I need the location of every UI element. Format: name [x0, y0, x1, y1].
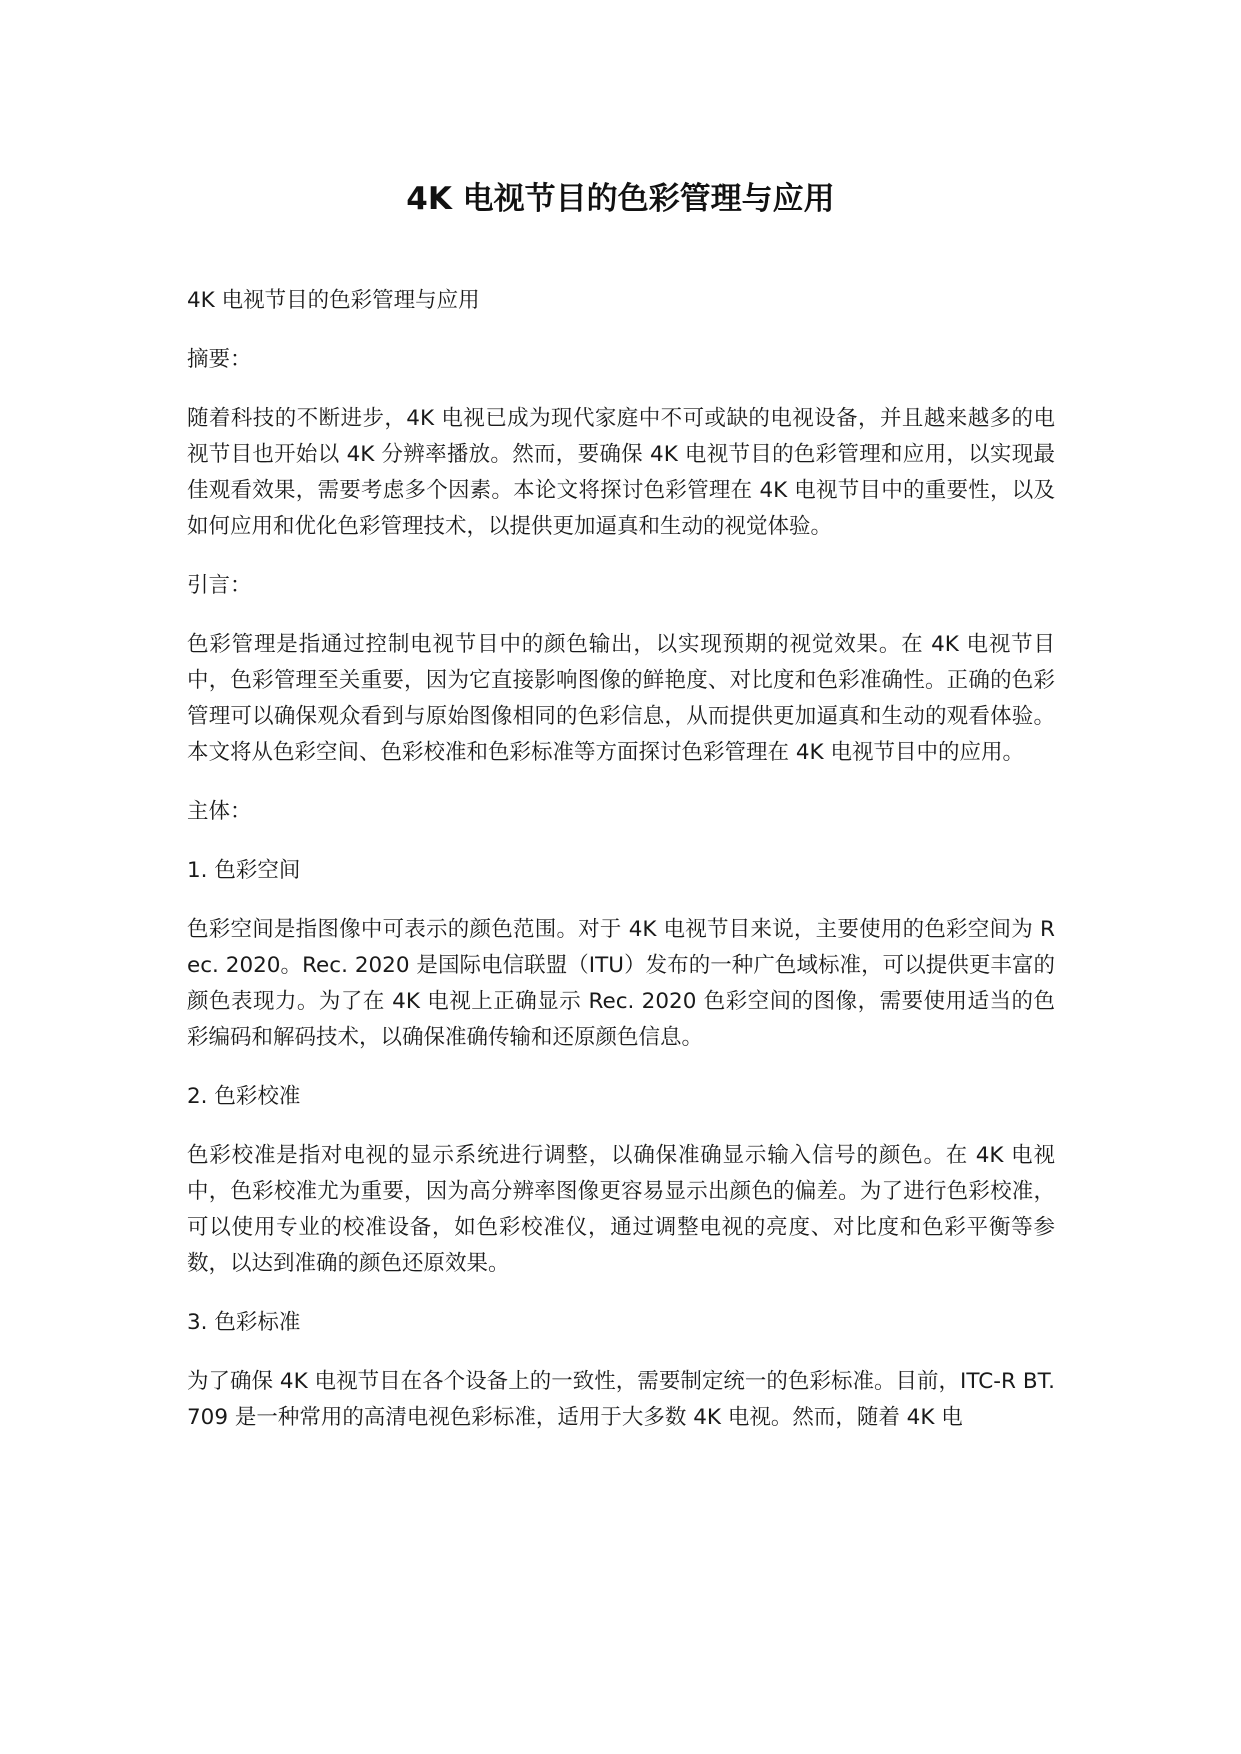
subheading-color-standard: 3. 色彩标准: [187, 1310, 301, 1335]
section-heading-main-body: 主体：: [187, 799, 252, 824]
paragraph-color-space: 色彩空间是指图像中可表示的颜色范围。对于 4K 电视节目来说，主要使用的色彩空间为 Rec. 2020。Rec. 2020 是国际电信联盟（ITU）发布的一种广色域标准，可以提供更丰富的颜色表现力。为了在 4K 电视上正确显示 Rec. 2020 色彩空间的图像，需要使用适当的色彩编码和解码技术，以确保准确传输和还原颜色信息。: [187, 917, 1055, 1050]
section-heading-introduction: 引言：: [187, 573, 252, 598]
section-heading-abstract: 摘要：: [187, 347, 252, 372]
document-body: [187, 283, 1055, 1436]
subheading-color-calibration: 2. 色彩校准: [187, 1084, 301, 1109]
paragraph-introduction: 色彩管理是指通过控制电视节目中的颜色输出，以实现预期的视觉效果。在 4K 电视节目中，色彩管理至关重要，因为它直接影响图像的鲜艳度、对比度和色彩准确性。正确的色彩管理可以确保观众看到与原始图像相同的色彩信息，从而提供更加逼真和生动的观看体验。本文将从色彩空间、色彩校准和色彩标准等方面探讨色彩管理在 4K 电视节目中的应用。: [187, 632, 1055, 765]
subheading-color-space: 1. 色彩空间: [187, 858, 301, 883]
paragraph-color-standard: 为了确保 4K 电视节目在各个设备上的一致性，需要制定统一的色彩标准。目前，ITC-R BT.709 是一种常用的高清电视色彩标准，适用于大多数 4K 电视。然而，随着 4K 电: [187, 1369, 1055, 1430]
paragraph-subtitle: 4K 电视节目的色彩管理与应用: [187, 288, 480, 313]
document-title: 4K 电视节目的色彩管理与应用: [406, 181, 835, 217]
paragraph-color-calibration: 色彩校准是指对电视的显示系统进行调整，以确保准确显示输入信号的颜色。在 4K 电视中，色彩校准尤为重要，因为高分辨率图像更容易显示出颜色的偏差。为了进行色彩校准，可以使用专业的校准设备，如色彩校准仪，通过调整电视的亮度、对比度和色彩平衡等参数，以达到准确的颜色还原效果。: [187, 1143, 1055, 1276]
paragraph-abstract: 随着科技的不断进步，4K 电视已成为现代家庭中不可或缺的电视设备，并且越来越多的电视节目也开始以 4K 分辨率播放。然而，要确保 4K 电视节目的色彩管理和应用，以实现最佳观看效果，需要考虑多个因素。本论文将探讨色彩管理在 4K 电视节目中的重要性，以及如何应用和优化色彩管理技术，以提供更加逼真和生动的视觉体验。: [187, 406, 1055, 539]
